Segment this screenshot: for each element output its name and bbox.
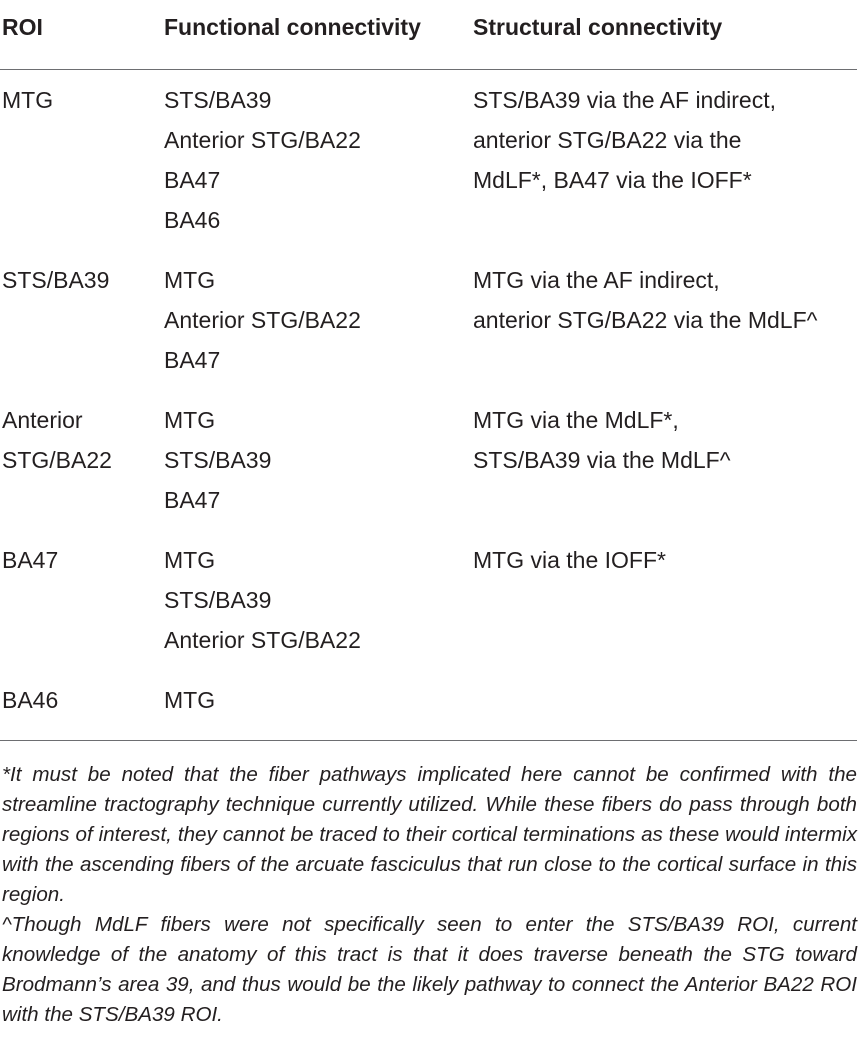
cell-structural [473, 260, 817, 340]
cell-functional [164, 260, 361, 380]
table-bottom-rule [0, 740, 857, 741]
cell-functional [164, 540, 361, 660]
cell-line: MTG via the MdLF*, [473, 407, 679, 433]
cell-line: BA47 [164, 167, 221, 193]
cell-line: STS/BA39 [164, 587, 272, 613]
cell-line: MTG via the IOFF* [473, 547, 666, 573]
header-functional-connectivity: Functional connectivity [164, 14, 421, 40]
cell-line: MdLF*, BA47 via the IOFF* [473, 167, 752, 193]
cell-line: BA46 [2, 687, 59, 713]
footnote-asterisk: *It must be noted that the fiber pathways implicated here cannot be confirmed with the streamline tractography technique currently utilized. While these fibers do pass through both regions of interest, they cannot be traced to their cortical terminations as these would intermix with the ascending fibers of the arcuate fasciculus that run close to the cortical surface in this region. [2, 763, 857, 906]
cell-line: STS/BA39 via the MdLF^ [473, 447, 731, 473]
header-roi: ROI [2, 14, 43, 40]
cell-roi [2, 680, 58, 720]
table-header-row [0, 14, 859, 50]
cell-structural [473, 400, 731, 480]
cell-line: anterior STG/BA22 via the MdLF^ [473, 307, 818, 333]
cell-line: MTG [164, 687, 216, 713]
cell-line: BA46 [164, 207, 221, 233]
cell-structural [473, 540, 666, 580]
cell-line: BA47 [2, 547, 59, 573]
cell-line: STS/BA39 [164, 87, 272, 113]
cell-structural [473, 80, 776, 200]
header-structural-connectivity: Structural connectivity [473, 14, 723, 40]
cell-line: MTG [164, 547, 216, 573]
cell-line: MTG [164, 407, 216, 433]
header-divider [0, 69, 857, 70]
cell-line: STS/BA39 via the AF indirect, [473, 87, 776, 113]
cell-roi [2, 400, 112, 480]
cell-functional [164, 400, 271, 520]
cell-line: STG/BA22 [2, 447, 112, 473]
cell-roi [2, 80, 53, 120]
cell-line: MTG [164, 267, 216, 293]
cell-line: MTG [2, 87, 54, 113]
cell-line: BA47 [164, 487, 221, 513]
table-footnotes [2, 760, 857, 1030]
cell-line: Anterior STG/BA22 [164, 127, 361, 153]
cell-line: Anterior STG/BA22 [164, 627, 361, 653]
cell-functional [164, 680, 215, 720]
cell-roi [2, 260, 109, 300]
cell-line: MTG via the AF indirect, [473, 267, 720, 293]
cell-functional [164, 80, 361, 240]
cell-line: Anterior STG/BA22 [164, 307, 361, 333]
cell-line: BA47 [164, 347, 221, 373]
cell-line: STS/BA39 [164, 447, 272, 473]
footnote-caret: ^Though MdLF fibers were not specifically seen to enter the STS/BA39 ROI, current knowledge of the anatomy of this tract is that it does traverse beneath the STG toward Brodmann’s area 39, and thus would be the likely pathway to connect the Anterior BA22 ROI with the STS/BA39 ROI. [2, 913, 857, 1026]
cell-line: Anterior [2, 407, 83, 433]
cell-roi [2, 540, 58, 580]
cell-line: anterior STG/BA22 via the [473, 127, 742, 153]
cell-line: STS/BA39 [2, 267, 110, 293]
